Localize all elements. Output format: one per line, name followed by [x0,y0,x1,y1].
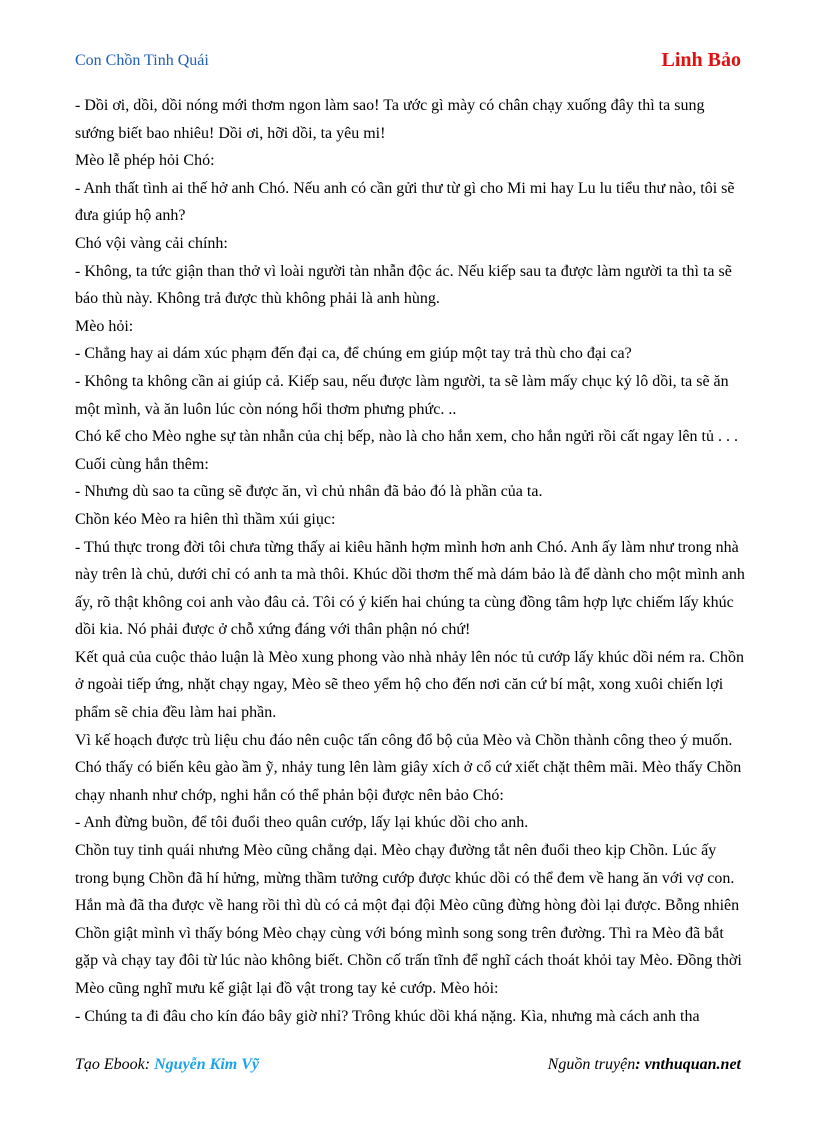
paragraph: - Chúng ta đi đâu cho kín đáo bây giờ nhỉ? Trông khúc dồi khá nặng. Kìa, nhưng mà cách anh tha [75,1007,700,1025]
source-site: vnthuquan.net [644,1056,741,1073]
paragraph: - Dồi ơi, dồi, dồi nóng mới thơm ngon làm sao! Ta ước gì mày có chân chạy xuống đây thì ta sung sướng biết bao nhiêu! Dồi ơi, hỡi dồi, ta yêu mi! [75,97,705,142]
story-author: Linh Bảo [661,49,741,71]
ebook-label: Tạo Ebook [75,1056,145,1073]
paragraph: Chồn tuy tinh quái nhưng Mèo cũng chẳng dại. Mèo chạy đường tắt nên đuổi theo kịp Chồn. Lúc ấy trong bụng Chồn đã hí hửng, mừng thầm tưởng cướp được khúc dồi có thể đem về hang ăn với vợ con. Hắn mà đã tha được về hang rồi thì dù có cả một đại đội Mèo cũng đừng hòng đòi lại được. Bỗng nhiên Chồn giật mình vì thấy bóng Mèo chạy cùng với bóng mình song song trên đường. Thì ra Mèo đã bắt gặp và chạy tay đôi từ lúc nào không biết. Chồn cố trấn tĩnh để nghĩ cách thoát khỏi tay Mèo. Đồng thời Mèo cũng nghĩ mưu kế giật lại đồ vật trong tay kẻ cướp. Mèo hỏi: [75,842,742,997]
ebook-credit [75,1056,259,1074]
paragraph: - Nhưng dù sao ta cũng sẽ được ăn, vì chủ nhân đã bảo đó là phần của ta. [75,483,543,501]
source-label: Nguồn truyện [547,1056,636,1073]
paragraph: Mèo hỏi: [75,317,134,335]
paragraph: - Chẳng hay ai dám xúc phạm đến đại ca, để chúng em giúp một tay trả thù cho đại ca? [75,345,632,363]
story-body [75,92,745,1030]
paragraph: Chó vội vàng cải chính: [75,234,228,252]
paragraph: - Không, ta tức giận than thở vì loài người tàn nhẫn độc ác. Nếu kiếp sau ta được làm người ta thì ta sẽ báo thù này. Không trả được thù không phải là anh hùng. [75,262,732,308]
paragraph: Chồn kéo Mèo ra hiên thì thầm xúi giục: [75,510,336,528]
paragraph: Vì kế hoạch được trù liệu chu đáo nên cuộc tấn công đổ bộ của Mèo và Chồn thành công theo ý muốn. Chó thấy có biến kêu gào ầm ỹ, nhảy tung lên làm giây xích ở cổ cứ xiết chặt thêm mãi. Mèo thấy Chồn chạy nhanh như chớp, nghi hắn có thể phản bội được nên bảo Chó: [75,731,742,804]
source-credit [548,1056,741,1074]
paragraph: - Anh thất tình ai thế hở anh Chó. Nếu anh có cần gửi thư từ gì cho Mi mi hay Lu lu tiểu thư nào, tôi sẽ đưa giúp hộ anh? [75,179,735,225]
paragraph: Kết quả của cuộc thảo luận là Mèo xung phong vào nhà nhảy lên nóc tủ cướp lấy khúc dồi ném ra. Chồn ở ngoài tiếp ứng, nhặt chạy ngay, Mèo sẽ theo yểm hộ cho đến nơi căn cứ bí mật, xong xuôi chiến lợi phẩm sẽ chia đều làm hai phần. [75,648,744,722]
paragraph: - Anh đừng buồn, để tôi đuổi theo quân cướp, lấy lại khúc dồi cho anh. [75,814,529,832]
ebook-separator: : [144,1056,155,1073]
paragraph: Mèo lễ phép hỏi Chó: [75,152,215,170]
paragraph: Chó kể cho Mèo nghe sự tàn nhẫn của chị bếp, nào là cho hắn xem, cho hắn ngửi rồi cất ngay lên tủ . . . Cuối cùng hắn thêm: [75,428,738,473]
paragraph: - Thú thực trong đời tôi chưa từng thấy ai kiêu hãnh hợm mình hơn anh Chó. Anh ấy làm như trong nhà này trên là chủ, dưới chỉ có anh ta mà thôi. Khúc dồi thơm thế mà dám bảo là để dành cho một mình anh ấy, rõ thật không coi anh vào đâu cả. Tôi có ý kiến hai chúng ta cùng đồng tâm hợp lực chiếm lấy khúc dồi kia. Nó phải được ở chỗ xứng đáng với thân phận nó chứ! [75,538,745,639]
ebook-author: Nguyễn Kim Vỹ [154,1056,259,1073]
story-title: Con Chồn Tinh Quái [75,52,209,69]
paragraph: - Không ta không cần ai giúp cả. Kiếp sau, nếu được làm người, ta sẽ làm mấy chục ký lô dồi, ta sẽ ăn một mình, và ăn luôn lúc còn nóng hổi thơm phưng phức. .. [75,372,729,418]
source-separator: : [635,1056,645,1073]
